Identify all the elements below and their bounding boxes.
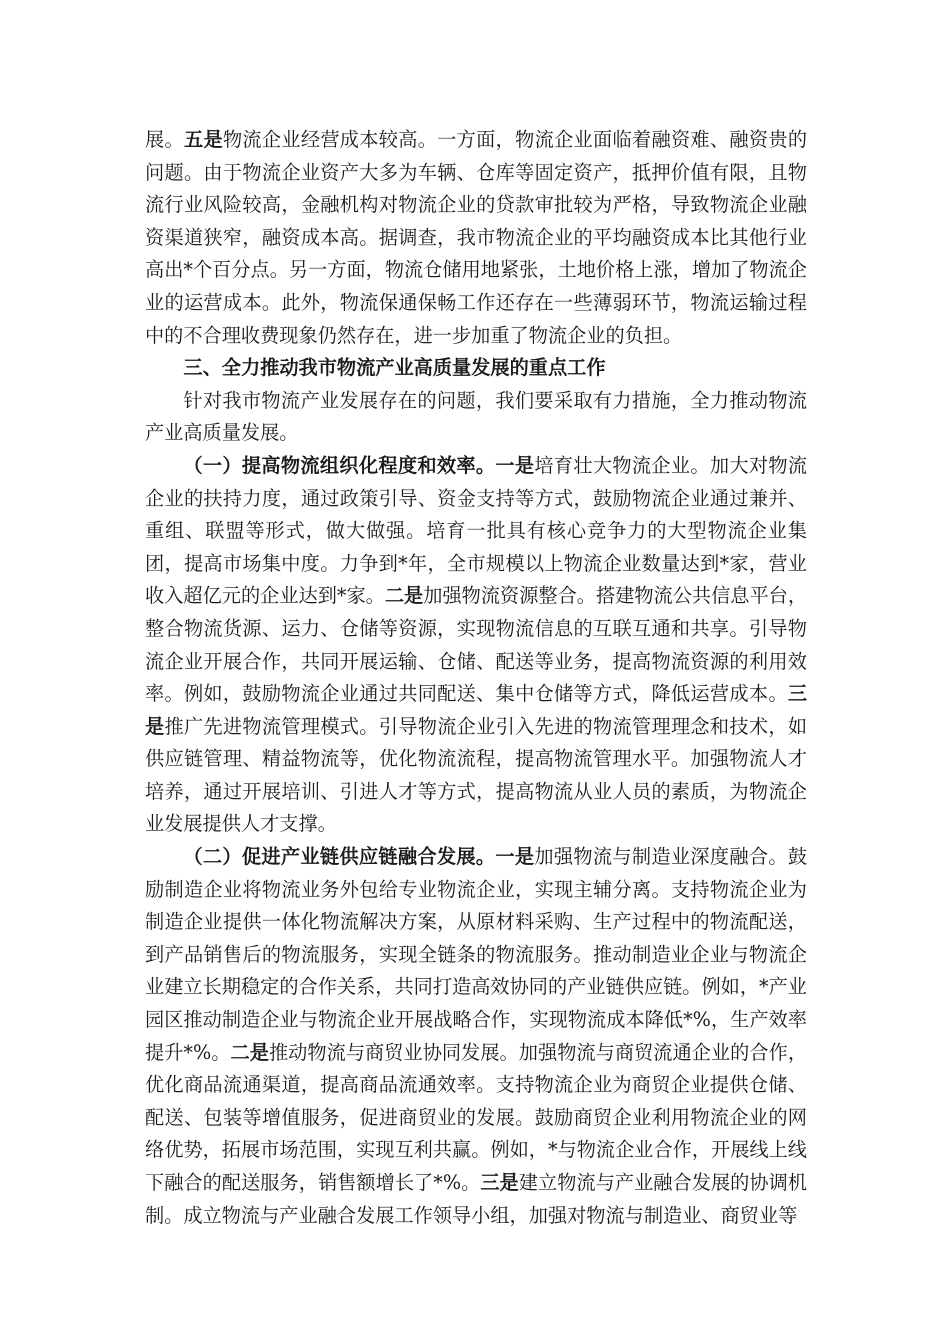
paragraph-intro: 针对我市物流产业发展存在的问题，我们要采取有力措施，全力推动物流产业高质量发展。 [145,388,807,445]
paragraph-text: 建立物流与产业融合发展的协调机制。成立物流与产业融合发展工作领导小组，加强对物流与制造业、商贸业等 [145,1171,808,1227]
bold-marker: 三是 [480,1171,519,1194]
bold-marker: 三是 [145,682,807,738]
document-page [145,124,807,1232]
paragraph-text: 培育壮大物流企业。加大对物流企业的扶持力度，通过政策引导、资金支持等方式，鼓励物流企业通过兼并、重组、联盟等形式，做大做强。培育一批具有核心竞争力的大型物流企业集团，提高市场集中度。力争到*年，全市规模以上物流企业数量达到*家，营业收入超亿元的企业达到*家。 [145,453,808,608]
paragraph-problem-five [145,124,807,352]
paragraph-text: 推广先进物流管理模式。引导物流企业引入先进的物流管理理念和技术，如供应链管理、精益物流等，优化物流流程，提高物流管理水平。加强物流人才培养，通过开展培训、引进人才等方式，提高物流从业人员的素质，为物流企业发展提供人才支撑。 [145,714,808,836]
bold-marker: 二是 [230,1040,269,1064]
subsection-title: （一）提高物流组织化程度和效率。 [183,453,496,477]
paragraph-subsection-one [145,450,807,841]
subsection-title: （二）促进产业链供应链融合发展。 [183,845,496,869]
bold-marker: 五是 [183,128,223,151]
paragraph-subsection-two [145,841,807,1232]
paragraph-text: 加强物流与制造业深度融合。鼓励制造企业将物流业务外包给专业物流企业，实现主辅分离。支持物流企业为制造企业提供一体化物流解决方案，从原材料采购、生产过程中的物流配送，到产品销售后的物流服务，实现全链条的物流服务。推动制造业企业与物流企业建立长期稳定的合作关系，共同打造高效协同的产业链供应链。例如，*产业园区推动制造企业与物流企业开展战略合作，实现物流成本降低*%，生产效率提升*%。 [145,845,808,1064]
paragraph-text: 推动物流与商贸业协同发展。加强物流与商贸流通企业的合作，优化商品流通渠道，提高商品流通效率。支持物流企业为商贸企业提供仓储、配送、包装等增值服务，促进商贸业的发展。鼓励商贸企业利用物流企业的网络优势，拓展市场范围，实现互利共赢。例如，*与物流企业合作，开展线上线下融合的配送服务，销售额增长了*%。 [145,1040,808,1194]
paragraph-text: 物流企业经营成本较高。一方面，物流企业面临着融资难、融资贵的问题。由于物流企业资产大多为车辆、仓库等固定资产，抵押价值有限，且物流行业风险较高，金融机构对物流企业的贷款审批较为严格，导致物流企业融资渠道狭窄，融资成本高。据调查，我市物流企业的平均融资成本比其他行业高出*个百分点。另一方面，物流仓储用地紧张，土地价格上涨，增加了物流企业的运营成本。此外，物流保通保畅工作还存在一些薄弱环节，物流运输过程中的不合理收费现象仍然存在，进一步加重了物流企业的负担。 [145,128,808,347]
bold-marker: 二是 [384,584,424,608]
bold-marker: 一是 [495,453,535,477]
paragraph-text: 加强物流资源整合。搭建物流公共信息平台，整合物流货源、运力、仓储等资源，实现物流信息的互联互通和共享。引导物流企业开展合作，共同开展运输、仓储、配送等业务，提高物流资源的利用效率。例如，鼓励物流企业通过共同配送、集中仓储等方式，降低运营成本。 [145,584,808,706]
section-heading-three: 三、全力推动我市物流产业高质量发展的重点工作 [183,356,606,380]
paragraph-lead: 展。 [145,128,184,151]
bold-marker: 一是 [495,845,535,869]
